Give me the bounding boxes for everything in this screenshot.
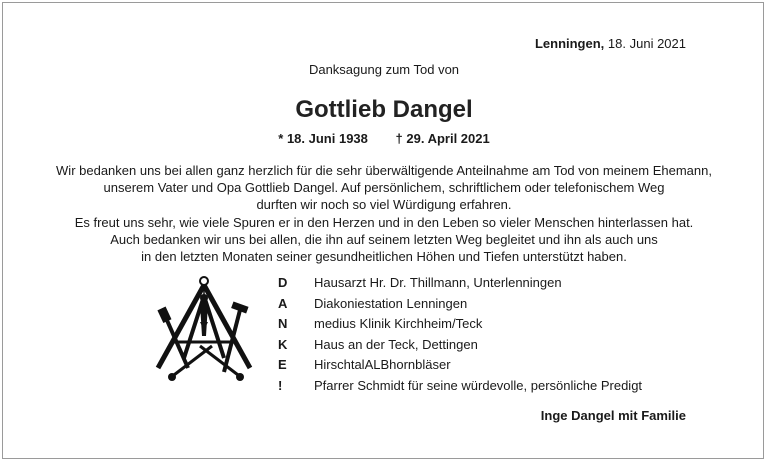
- date: 18. Juni 2021: [607, 36, 686, 51]
- place: Lenningen,: [534, 36, 605, 51]
- life-dates: [0, 131, 768, 146]
- list-item: Diakoniestation Lenningen: [314, 295, 468, 311]
- list-item: HirschtalALBhornbläser: [314, 357, 451, 372]
- thanks-text: [40, 162, 728, 265]
- list-item: Haus an der Teck, Dettingen: [314, 336, 478, 352]
- place-date: [535, 36, 686, 51]
- compass-square-tools-icon: [150, 276, 262, 384]
- letter: E: [278, 357, 287, 372]
- deceased-name: Gottlieb Dangel: [295, 96, 473, 123]
- signature: Inge Dangel mit Familie: [540, 408, 686, 423]
- letter: D: [278, 275, 288, 290]
- danke-letters: [278, 273, 287, 396]
- letter: !: [278, 377, 283, 393]
- subtitle: Danksagung zum Tod von: [308, 62, 460, 77]
- list-item: medius Klinik Kirchheim/Teck: [314, 316, 483, 331]
- thanks-list: [314, 273, 642, 396]
- birth-date: * 18. Juni 1938: [278, 131, 368, 146]
- text-line: Auch bedanken wir uns bei allen, die ihn auf seinem letzten Weg begleitet und ihn als auch uns: [110, 231, 658, 247]
- text-line: Es freut uns sehr, wie viele Spuren er in den Herzen und in den Leben so vieler Menschen hinterlassen hat.: [74, 214, 694, 230]
- text-line: Wir bedanken uns bei allen ganz herzlich für die sehr überwältigende Anteilnahme am Tod von meinem Ehemann,: [56, 163, 712, 178]
- text-line: durften wir noch so viel Würdigung erfahren.: [256, 197, 512, 213]
- list-item: Pfarrer Schmidt für seine würdevolle, persönliche Predigt: [314, 377, 643, 393]
- list-item: Hausarzt Hr. Dr. Thillmann, Unterlenningen: [314, 275, 562, 290]
- letter: N: [278, 316, 288, 331]
- letter: A: [278, 295, 288, 311]
- letter: K: [278, 336, 288, 352]
- text-line: in den letzten Monaten seiner gesundheitlichen Höhen und Tiefen unterstützt haben.: [141, 249, 627, 265]
- text-line: unserem Vater und Opa Gottlieb Dangel. Auf persönlichem, schriftlichem oder telefonischem Weg: [103, 180, 665, 196]
- death-date: † 29. April 2021: [395, 131, 490, 146]
